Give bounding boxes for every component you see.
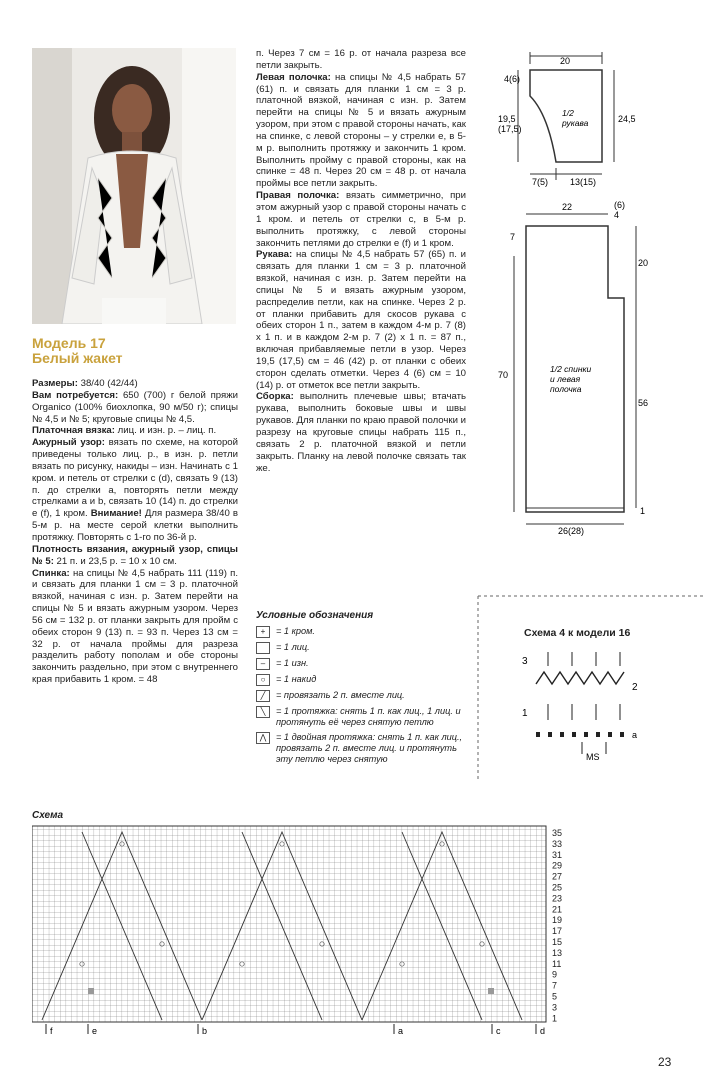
paragraph-label: Внимание! — [90, 508, 142, 520]
sleeve-dim-bottomleft: 7(5) — [532, 177, 549, 187]
sleeve-schematic — [490, 44, 650, 194]
schema4-ms: MS — [586, 752, 600, 762]
paragraph — [32, 544, 238, 568]
body-dim-topright: (6) 4 — [614, 200, 625, 220]
chart-row-number: 25 — [552, 882, 563, 893]
legend-text: = провязать 2 п. вместе лиц. — [276, 690, 405, 700]
paragraph-label: Рукава: — [256, 249, 293, 261]
body-dim-bottom: 26(28) — [558, 526, 585, 536]
paragraph-text: на спицы № 4,5 набрать 57 (61) п. и связать для планки 1 см = 3 р. платочной вязкой, начиная с изн. р. Затем перейти на спицы № 5 и вязать ажурным узором, при этом с правой стороны начать, как на спинке, с левой стороны – у стрелки e, в 5-м р. выполнить протяжку и закончить 1 кром. Выполнить пройму с правой стороны, как на спинке = 48 п. Через 20 см = 48 р. от начала проймы все петли закрыть. — [256, 71, 466, 190]
chart-row-number: 7 — [552, 980, 558, 991]
legend-item — [256, 674, 466, 686]
schema4-row-1: 1 — [522, 708, 528, 719]
chart-row-number: 31 — [552, 849, 563, 860]
chart-row-number: 19 — [552, 915, 563, 926]
legend-text: = 1 лиц. — [276, 642, 310, 652]
paragraph — [32, 437, 238, 544]
model-title — [32, 336, 123, 366]
sleeve-dim-right: 24,5 — [618, 114, 636, 124]
schema4-chart — [520, 644, 660, 764]
sleeve-label: 1/2 рукава — [562, 108, 589, 128]
paragraph-text: Для размера 38/40 в 5-м р. на месте серой клетки выполнить протяжку. Повторять с 1-го по 36-й р. — [32, 508, 238, 543]
page-number: 23 — [658, 1055, 672, 1069]
paragraph-text: лиц. и изн. р. – лиц. п. — [114, 425, 217, 437]
body-dim-left: 70 — [498, 370, 509, 380]
paragraph-text: вязать по схеме, на которой приведены только лиц. р., в изн. р. петли вязать по рисунку, накиды – изн. Начинать с 1 кром. и петель от стрелки с (d), связать 9 (13) п. до стрелки a, повторять петли между стрелками a и b, связать 10 (14) п. до стрелки e (f), 1 кром. — [32, 437, 238, 520]
paragraph-text: выполнить плечевые швы; втачать рукава, выполнить боковые швы и швы рукавов. Для планки по краю правой полочки и разрезу на круговые спицы набрать 115 п., связать 2 р. платочной вязкой и петли закрыть. Планку на левой полочке связать так же. — [256, 391, 466, 474]
legend-item — [256, 642, 466, 654]
schema4-arrow-a: a — [632, 730, 638, 740]
chart-row-number: 15 — [552, 937, 563, 947]
body-dim-right: 56 — [638, 398, 649, 408]
legend-text: = 1 изн. — [276, 658, 309, 668]
chart-row-number: 13 — [552, 947, 563, 958]
legend-text: = 1 накид — [276, 674, 317, 684]
chart-row-number: 33 — [552, 838, 563, 849]
legend-title: Условные обозначения — [256, 610, 374, 621]
model-photo — [32, 48, 236, 324]
model-number: Модель 17 — [32, 335, 106, 351]
paragraph — [256, 72, 466, 190]
instructions-column-2 — [256, 48, 466, 474]
instructions-column-1 — [32, 378, 238, 686]
paragraph-label: Сборка: — [256, 391, 294, 403]
paragraph — [256, 48, 466, 72]
chart-row-number: 21 — [552, 904, 563, 915]
legend-item — [256, 658, 466, 670]
paragraph-text: вязать симметрично, при этом ажурный узор с правой стороны начать с 1 кром. и петель от стрелки c, в 5-м р. выполнить протяжку, с левой стороны закончить петлями до стрелки e (f) и 1 кром. — [256, 190, 466, 249]
paragraph — [256, 249, 466, 391]
purl-stitch-icon: – — [256, 658, 270, 670]
ssk-icon: ╲ — [256, 706, 270, 718]
chart-row-number: 11 — [552, 958, 562, 969]
body-dim-lefttop: 7 — [510, 232, 516, 242]
paragraph — [32, 568, 238, 686]
paragraph-label: Ажурный узор: — [32, 437, 105, 449]
paragraph-text: на спицы № 4,5 набрать 111 (119) п. и связать для планки 1 см = 3 р. платочной вязкой, начиная с изн. р. Затем перейти на спицы № 5 и вязать ажурным узором. Через 56 см = 132 р. от планки закрыть для пройм с обеих сторон 9 (13) п. = 93 п. Через 13 см = 32 р. от начала проймы для разреза разделить работу пополам и обе стороны закончить раздельно, при этом с внутреннего края прибавить 1 кром. = 48 — [32, 567, 238, 686]
paragraph — [32, 425, 238, 437]
schema4-title: Схема 4 к модели 16 — [524, 627, 631, 639]
chart-row-number: 23 — [552, 893, 563, 904]
paragraph-label: Правая полочка: — [256, 190, 340, 202]
paragraph-text: п. Через 7 см = 16 р. от начала разреза все петли закрыть. — [256, 48, 466, 71]
chart-arrow-f: f — [50, 1026, 53, 1036]
sleeve-dim-bottomright: 13(15) — [570, 177, 597, 187]
chart-row-number: 5 — [552, 991, 558, 1002]
paragraph — [32, 390, 238, 426]
legend-text: = 1 кром. — [276, 626, 315, 636]
chart-arrow-a: a — [398, 1026, 404, 1036]
paragraph-text: 650 (700) г белой пряжи Organico (100% биохлопка, 90 м/50 г); спицы № 4,5 и № 5; круговые спицы № 4,5. — [32, 389, 238, 425]
body-label: 1/2 спинки и левая полочка — [550, 364, 592, 394]
legend — [256, 626, 466, 769]
yarn-over-icon: ○ — [256, 674, 270, 686]
double-decrease-icon: ⋀ — [256, 732, 270, 744]
legend-item — [256, 706, 466, 728]
body-schematic — [490, 196, 660, 536]
chart-arrow-b: b — [202, 1026, 208, 1036]
sleeve-dim-left: 19,5 (17,5) — [498, 114, 522, 134]
chart-arrow-c: c — [496, 1026, 501, 1036]
body-dim-top: 22 — [562, 202, 573, 212]
knitting-chart — [32, 824, 580, 1040]
k2tog-icon: ╱ — [256, 690, 270, 702]
chart-row-number: 27 — [552, 871, 563, 882]
knit-stitch-icon — [256, 642, 270, 654]
paragraph-label: Плотность вязания, ажурный узор, спицы № 5: — [32, 543, 238, 567]
paragraph-label: Платочная вязка: — [32, 425, 115, 437]
legend-text: = 1 протяжка: снять 1 п. как лиц., 1 лиц. и протянуть её через снятую петлю — [276, 706, 461, 727]
sleeve-dim-lefttop: 4(6) — [504, 74, 521, 84]
chart-row-number: 29 — [552, 860, 563, 871]
scheme-label: Схема — [32, 810, 64, 821]
paragraph-label: Спинка: — [32, 567, 70, 579]
chart-row-number: 3 — [552, 1002, 558, 1013]
model-name: Белый жакет — [32, 350, 123, 366]
chart-row-number: 35 — [552, 828, 563, 838]
paragraph — [256, 190, 466, 249]
legend-text: = 1 двойная протяжка: снять 1 п. как лиц., провязать 2 п. вместе лиц. и протянуть эту петлю через снятую — [276, 732, 463, 764]
paragraph — [32, 378, 238, 390]
paragraph-text: 38/40 (42/44) — [77, 378, 138, 389]
paragraph-text: 21 п. и 23,5 р. = 10 х 10 см. — [53, 555, 177, 567]
chart-row-number: 9 — [552, 969, 558, 980]
body-dim-righttop: 20 — [638, 258, 649, 268]
edge-stitch-icon: + — [256, 626, 270, 638]
chart-row-number: 17 — [552, 926, 563, 937]
legend-item — [256, 690, 466, 702]
schema4-row-3: 3 — [522, 656, 528, 667]
legend-item — [256, 732, 466, 765]
sleeve-dim-top: 20 — [560, 56, 571, 66]
chart-arrow-d: d — [540, 1026, 546, 1036]
paragraph-text: на спицы № 4,5 набрать 57 (65) п. и связать для планки 1 см = 3 р. платочной вязкой, начиная с изн. р. Затем перейти на спицы № 5 и вязать ажурным узором, распределив петли, как на спинке. Через 2 р. от планки прибавить для скосов рукава с обеих сторон 1 п., затем в каждом 4-м р. 7 (8) х 1 п. и в каждом 2-м р. 7 (2) х 1 п. = 87 п., включая прибавляемые петли в узор. Через 19,5 (17,5) см = 46 (42) р. от планки с обеих сторон сделать отметки. Через 4 (6) см = 10 (14) р. от отметок все петли закрыть. — [256, 249, 466, 391]
legend-item — [256, 626, 466, 638]
chart-row-number: 1 — [552, 1013, 558, 1024]
paragraph-label: Размеры: — [32, 378, 78, 389]
schema4-row-2: 2 — [632, 682, 638, 693]
paragraph — [256, 391, 466, 474]
body-dim-rightbottom: 1 — [640, 506, 646, 516]
paragraph-label: Левая полочка: — [256, 71, 331, 83]
paragraph-label: Вам потребуется: — [32, 389, 119, 401]
chart-arrow-e: e — [92, 1026, 98, 1036]
